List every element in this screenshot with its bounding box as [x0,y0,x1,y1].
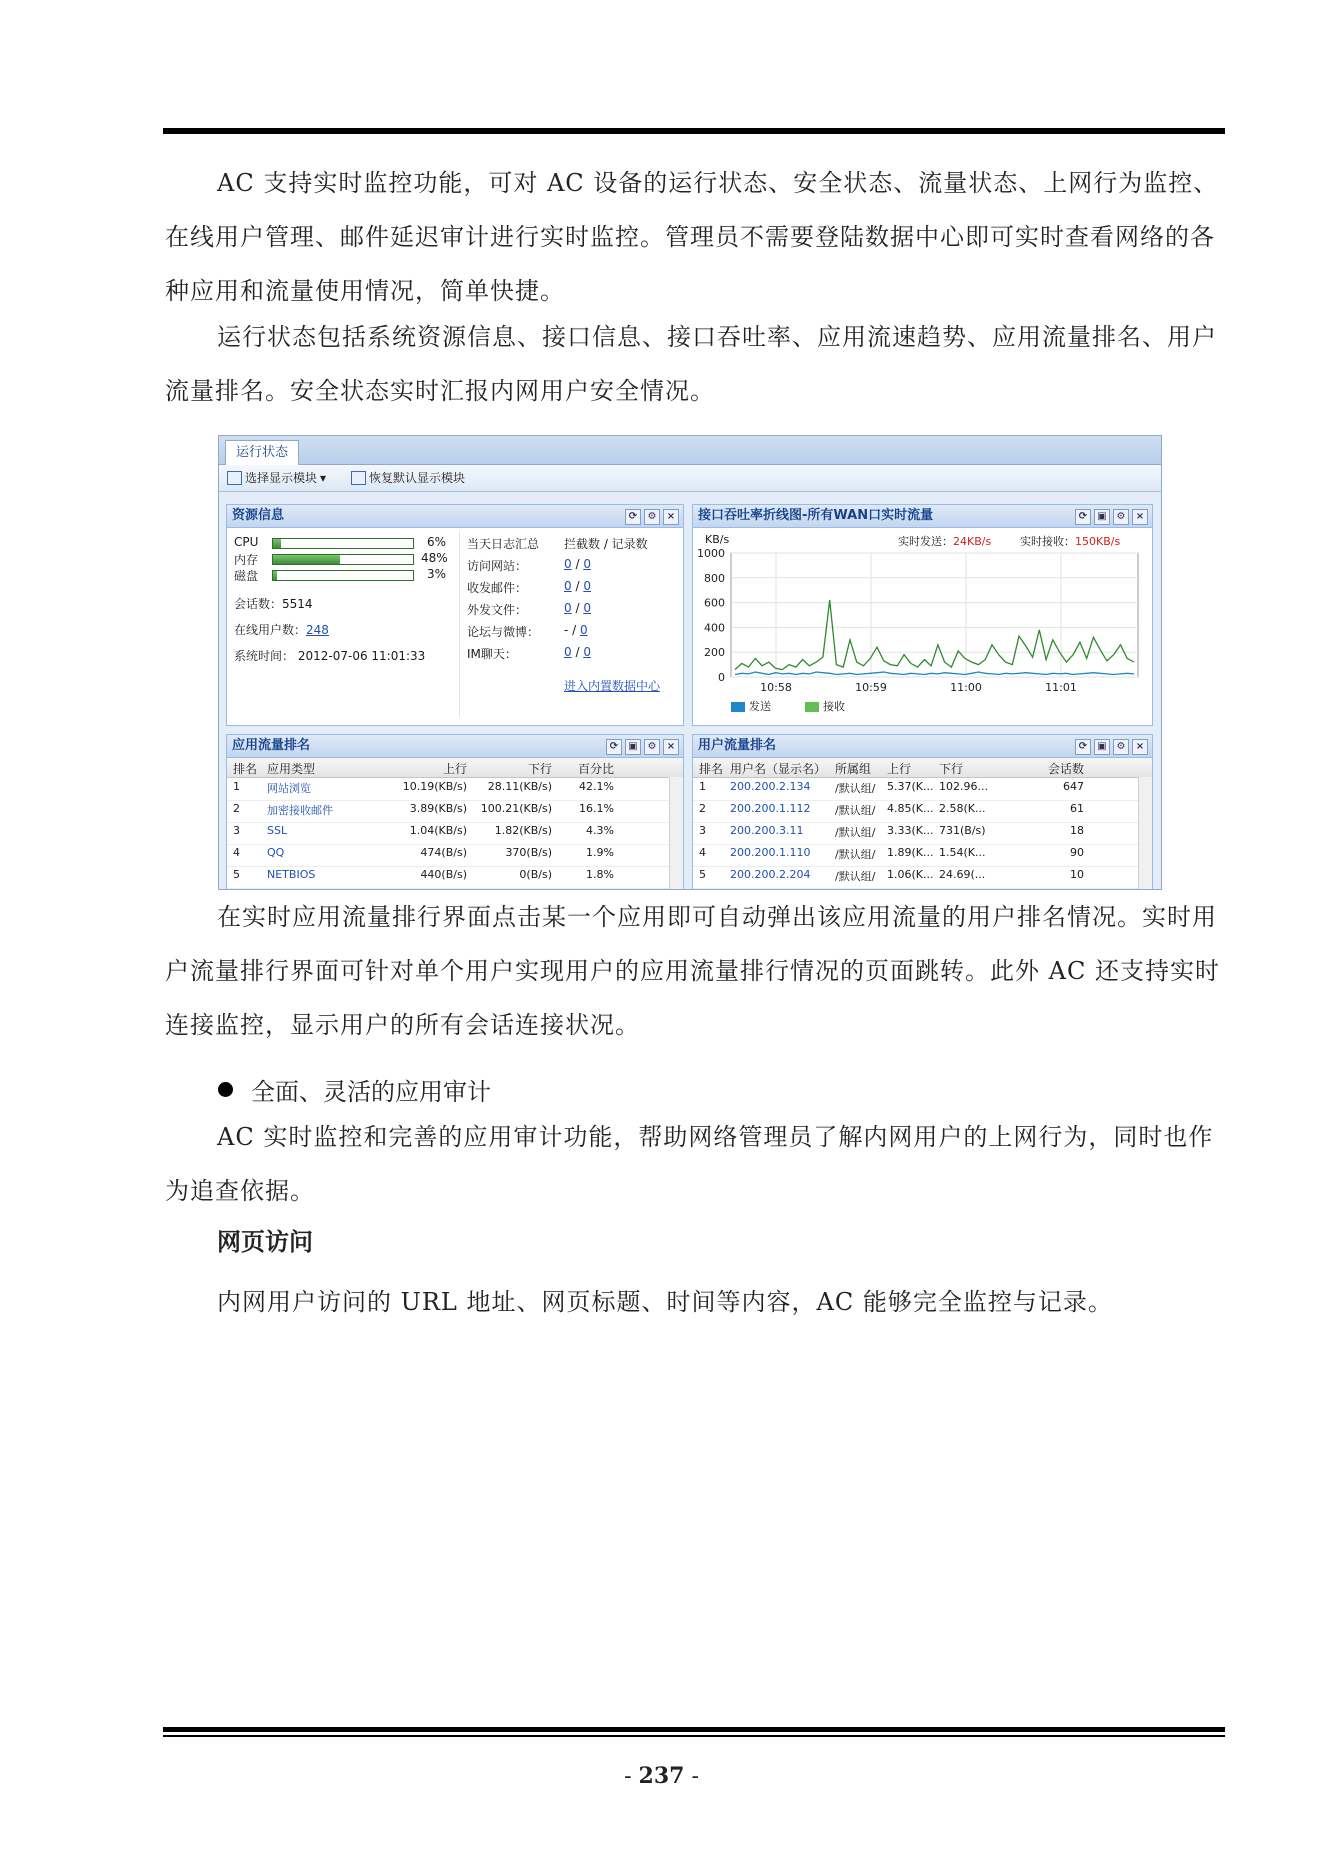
close-icon[interactable]: × [1132,739,1148,755]
log-columns: 拦截数 / 记录数 [564,537,648,551]
popout-icon[interactable]: ▣ [1094,739,1110,755]
popout-icon[interactable]: ▣ [625,739,641,755]
table-cell: 4.3% [586,824,614,837]
table-cell: 3.33(K... [887,824,934,837]
column-header[interactable]: 排名 [233,762,258,776]
table-cell: /默认组/ [835,826,876,839]
popout-icon[interactable]: ▣ [1094,509,1110,525]
table-row[interactable] [693,844,1138,867]
table-cell: 2 [699,802,706,815]
header-rule [163,128,1225,134]
throughput-panel-title: 接口吞吐率折线图-所有WAN口实时流量 ⟳ ▣ ⚙ × [693,505,1152,528]
user-rank-panel-title: 用户流量排名 ⟳ ▣ ⚙ × [693,735,1152,758]
table-cell: 90 [1070,846,1084,859]
paragraph-app-rank: 在实时应用流量排行界面点击某一个应用即可自动弹出该应用流量的用户排名情况。实时用户流量排行界面可针对单个用户实现用户的应用流量排行情况的页面跳转。此外 AC 还支持实时连接监控，显示用户的所有会话连接状况。 [165,903,1220,1039]
tab-running-status[interactable]: 运行状态 [225,440,299,465]
table-cell[interactable]: SSL [267,824,288,837]
x-tick-label: 10:58 [760,681,792,694]
column-header[interactable]: 上行 [442,762,467,776]
table-cell[interactable]: 200.200.2.134 [730,780,811,793]
table-cell: 24.69(... [939,868,986,881]
y-tick-label: 600 [704,596,725,610]
log-label: IM聊天： [467,647,517,661]
log-label: 论坛与微博： [467,625,540,639]
table-row[interactable] [227,866,669,889]
log-summary-title: 当天日志汇总 [467,537,540,551]
column-header[interactable]: 下行 [939,762,964,776]
log-counts: - / 0 [564,623,588,637]
realtime-send: 实时发送：24KB/s [898,535,992,548]
column-header[interactable]: 所属组 [835,762,872,776]
chevron-down-icon: ▾ [320,471,327,485]
table-cell: 28.11(KB/s) [487,780,552,793]
module-icon [227,471,242,485]
footer-rule [163,1727,1225,1732]
table-row[interactable] [693,800,1138,823]
log-label: 外发文件： [467,603,528,617]
table-cell[interactable]: QQ [267,846,285,859]
resource-panel [226,504,684,726]
wrench-icon[interactable]: ⚙ [1113,739,1129,755]
table-cell: 474(B/s) [420,846,467,859]
table-row[interactable] [227,778,669,801]
throughput-line-chart [693,547,1152,697]
user-rank-panel [692,734,1153,890]
divider [459,531,460,717]
table-cell: 10 [1070,868,1084,881]
y-tick-label: 200 [704,646,725,660]
cpu-label: CPU [234,535,259,549]
tab-bar [219,436,1161,465]
record-count-link[interactable]: 0 [583,601,591,615]
table-cell[interactable]: 网站浏览 [267,782,311,795]
table-cell: 102.96... [939,780,988,793]
app-rank-scrollbar[interactable] [669,777,683,890]
column-header[interactable]: 百分比 [577,762,614,776]
column-header[interactable]: 下行 [527,762,552,776]
app-rank-panel [226,734,684,890]
page-number: - 237 - [624,1763,699,1789]
table-cell: /默认组/ [835,804,876,817]
table-cell: 1.82(KB/s) [494,824,552,837]
table-cell[interactable]: 200.200.3.11 [730,824,804,837]
y-tick-label: 800 [704,571,725,585]
refresh-icon[interactable]: ⟳ [1075,739,1091,755]
table-cell[interactable]: NETBIOS [267,868,316,881]
restore-icon [351,471,366,485]
wrench-icon[interactable]: ⚙ [644,739,660,755]
record-count-link[interactable]: 0 [583,645,591,659]
table-cell: 1.06(K... [887,868,934,881]
table-cell: 5 [699,868,706,881]
table-cell: 4.85(K... [887,802,934,815]
table-row[interactable] [227,822,669,845]
y-tick-label: 0 [718,671,725,684]
footer-rule-thin [163,1735,1225,1737]
table-cell: 1 [233,780,240,793]
y-tick-label: 400 [704,621,725,635]
blocked-count-link[interactable]: 0 [564,645,572,659]
restore-default-label: 恢复默认显示模块 [369,471,466,485]
log-counts: 0 / 0 [564,557,591,571]
resource-panel-title: 资源信息 ⟳ ⚙ × [227,505,683,528]
paragraph-intro: AC 支持实时监控功能，可对 AC 设备的运行状态、安全状态、流量状态、上网行为监控、在线用户管理、邮件延迟审计进行实时监控。管理员不需要登陆数据中心即可实时查看网络的各种应用和流量使用情况，简单快捷。 [165,169,1219,305]
bullet-dot-icon [218,1082,233,1097]
table-cell[interactable]: 200.200.2.204 [730,868,811,881]
user-rank-header [693,758,1152,778]
cpu-bar [272,538,414,549]
table-cell: 440(B/s) [420,868,467,881]
x-tick-label: 10:59 [855,681,887,694]
blocked-count-link[interactable]: 0 [564,601,572,615]
table-cell: 1.89(K... [887,846,934,859]
table-row[interactable] [693,822,1138,845]
table-row[interactable] [693,866,1138,889]
paragraph-audit: AC 实时监控和完善的应用审计功能，帮助网络管理员了解内网用户的上网行为，同时也作为追查依据。 [165,1123,1214,1205]
close-icon[interactable]: × [1132,509,1148,525]
datacenter-link[interactable]: 进入内置数据中心 [564,679,661,693]
table-row[interactable] [227,800,669,823]
table-cell: 4 [699,846,706,859]
table-cell: 42.1% [579,780,614,793]
table-cell: 5 [233,868,240,881]
realtime-recv: 实时接收：150KB/s [1020,535,1121,548]
wrench-icon[interactable]: ⚙ [644,509,660,525]
disk-label: 磁盘 [234,569,259,583]
table-cell: 1.04(KB/s) [409,824,467,837]
mem-value: 48% [421,551,448,565]
table-cell: 647 [1063,780,1084,793]
column-header[interactable]: 用户名（显示名） [730,762,827,776]
user-rank-scrollbar[interactable] [1138,777,1152,890]
table-cell: 0(B/s) [519,868,552,881]
section-heading: 网页访问 [217,1228,313,1256]
select-module-label: 选择显示模块 [245,471,318,485]
record-count-link[interactable]: 0 [583,557,591,571]
wrench-icon[interactable]: ⚙ [1113,509,1129,525]
table-cell[interactable]: 加密接收邮件 [267,804,333,817]
log-counts: 0 / 0 [564,579,591,593]
table-row[interactable] [227,844,669,867]
column-header[interactable]: 排名 [699,762,724,776]
blocked-count-link[interactable]: 0 [564,557,572,571]
disk-bar [272,570,414,581]
table-cell: /默认组/ [835,870,876,883]
table-cell[interactable]: 200.200.1.110 [730,846,811,859]
y-tick-label: 1000 [697,547,725,560]
online-users-row: 在线用户数：248 [234,623,329,637]
bullet-text: 全面、灵活的应用审计 [251,1078,491,1106]
toolbar [219,465,1161,492]
record-count-link[interactable]: 0 [583,579,591,593]
table-cell: 1.54(K... [939,846,986,859]
table-cell: 3 [233,824,240,837]
table-cell: 61 [1070,802,1084,815]
close-icon[interactable]: × [663,739,679,755]
table-cell: 2 [233,802,240,815]
sessions-row: 会话数：5514 [234,597,313,611]
column-header[interactable]: 应用类型 [267,762,316,776]
plot-area [731,553,1138,677]
throughput-panel [692,504,1153,726]
table-cell: 370(B/s) [505,846,552,859]
record-count-link[interactable]: 0 [580,623,588,637]
app-rank-header [227,758,683,778]
table-cell: 4 [233,846,240,859]
refresh-icon[interactable]: ⟳ [1075,509,1091,525]
paragraph-status: 运行状态包括系统资源信息、接口信息、接口吞吐率、应用流速趋势、应用流量排名、用户流量排名。安全状态实时汇报内网用户安全情况。 [165,323,1217,405]
cpu-value: 6% [427,535,447,549]
column-header[interactable]: 上行 [887,762,912,776]
system-time-row: 系统时间： 2012-07-06 11:01:33 [234,649,426,663]
log-label: 收发邮件： [467,581,528,595]
x-tick-label: 11:01 [1045,681,1077,694]
table-cell: 10.19(KB/s) [402,780,467,793]
log-counts: 0 / 0 [564,601,591,615]
column-header[interactable]: 会话数 [1047,762,1084,776]
refresh-icon[interactable]: ⟳ [625,509,641,525]
y-axis-unit: KB/s [705,533,730,546]
table-row[interactable] [693,778,1138,801]
table-cell: 18 [1070,824,1084,837]
table-cell: 100.21(KB/s) [480,802,552,815]
bullet-item [218,1072,491,1107]
blocked-count-link[interactable]: 0 [564,579,572,593]
table-cell: 2.58(K... [939,802,986,815]
legend-send: 发送 [731,698,771,714]
table-cell: /默认组/ [835,848,876,861]
table-cell: 1 [699,780,706,793]
table-cell: 5.37(K... [887,780,934,793]
running-status-screenshot [218,435,1162,890]
log-counts: 0 / 0 [564,645,591,659]
table-cell: /默认组/ [835,782,876,795]
app-rank-panel-title: 应用流量排名 ⟳ ▣ ⚙ × [227,735,683,758]
table-cell: 1.9% [586,846,614,859]
close-icon[interactable]: × [663,509,679,525]
refresh-icon[interactable]: ⟳ [606,739,622,755]
online-users-link[interactable]: 248 [306,623,329,637]
legend-recv: 接收 [805,698,845,714]
table-cell: 1.8% [586,868,614,881]
disk-value: 3% [427,567,447,581]
table-cell: 3 [699,824,706,837]
mem-label: 内存 [234,553,259,567]
table-cell[interactable]: 200.200.1.112 [730,802,811,815]
table-cell: 731(B/s) [939,824,986,837]
restore-default-button[interactable] [351,469,465,487]
x-tick-label: 11:00 [950,681,982,694]
table-cell: 16.1% [579,802,614,815]
log-label: 访问网站： [467,559,528,573]
paragraph-web-access: 内网用户访问的 URL 地址、网页标题、时间等内容，AC 能够完全监控与记录。 [217,1288,1113,1316]
mem-bar [272,554,414,565]
table-cell: 3.89(KB/s) [409,802,467,815]
select-module-button[interactable] [227,469,326,487]
